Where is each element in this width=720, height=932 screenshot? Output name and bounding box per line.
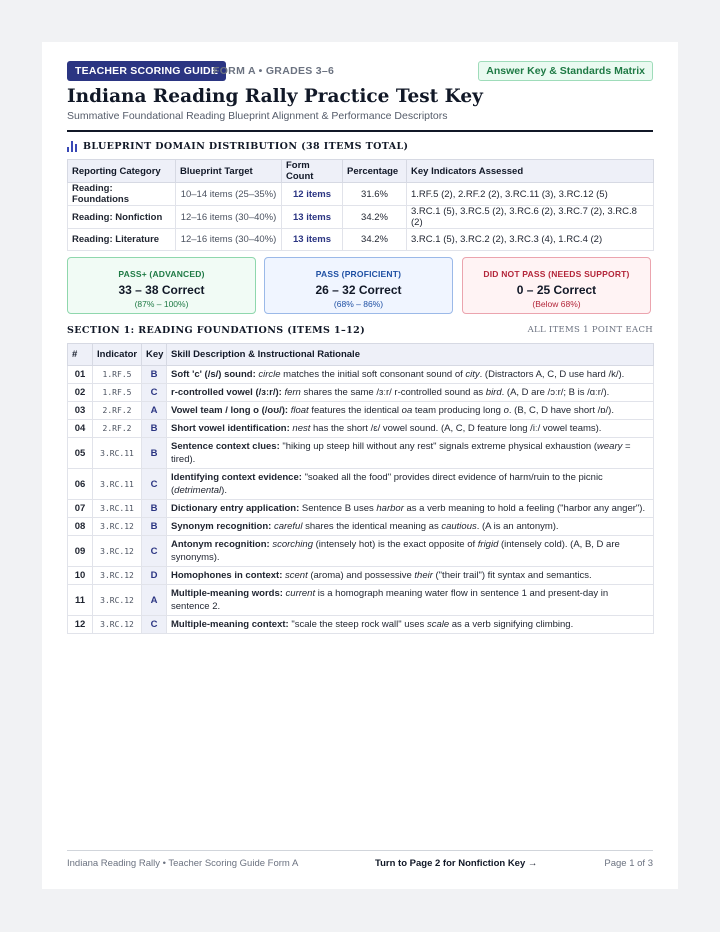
reporting-category-cell: Reading: Nonfiction <box>68 206 176 229</box>
indicator-code: 3.RC.12 <box>93 567 142 585</box>
item-row <box>68 536 654 567</box>
key-indicators-cell: 1.RF.5 (2), 2.RF.2 (2), 3.RC.11 (3), 3.RC.12 (5) <box>407 183 654 206</box>
description-segment: Multiple-meaning context: <box>171 619 292 630</box>
column-header: Indicator <box>93 344 142 366</box>
percentage-cell: 31.6% <box>343 183 407 206</box>
items-header-row <box>68 344 654 366</box>
description-segment: Homophones in context: <box>171 570 285 581</box>
item-number: 06 <box>68 469 93 500</box>
item-number: 09 <box>68 536 93 567</box>
bar-chart-icon <box>67 141 78 152</box>
percentage-cell: 34.2% <box>343 206 407 229</box>
indicator-code: 3.RC.12 <box>93 518 142 536</box>
description-segment: cautious <box>441 521 477 532</box>
blueprint-target-cell: 12–16 items (30–40%) <box>176 206 282 229</box>
advanced-card <box>67 257 256 314</box>
support-label: DID NOT PASS (NEEDS SUPPORT) <box>483 269 630 279</box>
description-segment: . (A is an antonym). <box>476 521 559 532</box>
skill-description <box>167 420 654 438</box>
support-percent: (Below 68%) <box>532 299 581 309</box>
description-segment: ). <box>221 485 227 496</box>
form-label: FORM A • GRADES 3–6 <box>213 65 335 77</box>
form-count-cell: 12 items <box>282 183 343 206</box>
footer-divider <box>67 850 653 851</box>
description-segment: harbor <box>376 503 404 514</box>
description-segment: shares the same /ɜːr/ r-controlled sound as <box>300 387 486 398</box>
column-header: # <box>68 344 93 366</box>
item-row <box>68 469 654 500</box>
description-segment: . (Distractors A, C, D use hard /k/). <box>479 369 625 380</box>
answer-key: B <box>142 438 167 469</box>
item-number: 05 <box>68 438 93 469</box>
column-header: Key Indicators Assessed <box>407 160 654 183</box>
answer-key-badge: Answer Key & Standards Matrix <box>478 61 653 81</box>
item-number: 01 <box>68 366 93 384</box>
next-page-link[interactable]: Turn to Page 2 for Nonfiction Key → <box>375 858 538 869</box>
skill-description <box>167 384 654 402</box>
item-row <box>68 438 654 469</box>
description-segment: careful <box>273 521 303 532</box>
percentage-cell: 34.2% <box>343 229 407 251</box>
blueprint-heading: BLUEPRINT DOMAIN DISTRIBUTION (38 ITEMS TOTAL) <box>83 141 409 152</box>
description-segment: r-controlled vowel (/ɜːr/): <box>171 387 285 398</box>
header-bar <box>67 61 653 81</box>
blueprint-table <box>67 159 654 251</box>
item-row <box>68 366 654 384</box>
description-segment: features the identical <box>308 405 402 416</box>
indicator-code: 3.RC.11 <box>93 500 142 518</box>
description-segment: o <box>503 405 509 416</box>
skill-description <box>167 366 654 384</box>
description-segment: (intensely hot) is the exact opposite of <box>313 539 478 550</box>
description-segment: nest <box>292 423 311 434</box>
description-segment: team producing long <box>412 405 504 416</box>
answer-key: C <box>142 384 167 402</box>
points-note: ALL ITEMS 1 POINT EACH <box>527 325 653 335</box>
description-segment: as a verb signifying climbing. <box>449 619 574 630</box>
description-segment: Dictionary entry application: <box>171 503 302 514</box>
description-segment: as a verb meaning to hold a feeling ("harbor any anger"). <box>403 503 646 514</box>
reporting-category-cell: Reading: Literature <box>68 229 176 251</box>
description-segment: circle <box>258 369 281 380</box>
items-table <box>67 343 654 634</box>
description-segment: (intensely cold). (A, B, D are synonyms). <box>171 539 620 563</box>
description-segment: current <box>285 588 316 599</box>
description-segment: Sentence context clues: <box>171 441 283 452</box>
support-range: 0 – 25 Correct <box>516 283 597 297</box>
blueprint-target-cell: 12–16 items (30–40%) <box>176 229 282 251</box>
item-number: 08 <box>68 518 93 536</box>
item-number: 11 <box>68 585 93 616</box>
item-row <box>68 500 654 518</box>
skill-description <box>167 567 654 585</box>
column-header: Key <box>142 344 167 366</box>
answer-key: A <box>142 585 167 616</box>
indicator-code: 2.RF.2 <box>93 402 142 420</box>
advanced-percent: (87% – 100%) <box>134 299 189 309</box>
proficient-range: 26 – 32 Correct <box>315 283 402 297</box>
item-number: 03 <box>68 402 93 420</box>
description-segment: Antonym recognition: <box>171 539 273 550</box>
advanced-label: PASS+ (ADVANCED) <box>118 269 205 279</box>
description-segment: Sentence B uses <box>301 503 377 514</box>
column-header: Percentage <box>343 160 407 183</box>
description-segment: detrimental <box>174 485 222 496</box>
item-row <box>68 518 654 536</box>
scoring-guide-page <box>42 42 678 889</box>
description-segment: is a homograph meaning water flow in sentence 1 and present-day in sentence 2. <box>171 588 609 612</box>
proficient-card <box>264 257 453 314</box>
column-header: Skill Description & Instructional Rationale <box>167 344 654 366</box>
indicator-code: 3.RC.12 <box>93 585 142 616</box>
skill-description <box>167 438 654 469</box>
indicator-code: 3.RC.11 <box>93 469 142 500</box>
description-segment: Synonym recognition: <box>171 521 274 532</box>
answer-key: B <box>142 518 167 536</box>
description-segment: Multiple-meaning words: <box>171 588 286 599</box>
needs-support-card <box>462 257 651 314</box>
indicator-code: 3.RC.12 <box>93 536 142 567</box>
proficient-percent: (68% – 86%) <box>333 299 384 309</box>
indicator-code: 2.RF.2 <box>93 420 142 438</box>
description-segment: bird <box>485 387 502 398</box>
column-header: Blueprint Target <box>176 160 282 183</box>
title-divider <box>67 130 653 132</box>
guide-badge: TEACHER SCORING GUIDE <box>67 61 226 81</box>
skill-description <box>167 616 654 634</box>
description-segment: Soft 'c' (/s/) sound: <box>171 369 259 380</box>
reporting-category-cell: Reading: Foundations <box>68 183 176 206</box>
item-number: 10 <box>68 567 93 585</box>
indicator-code: 3.RC.12 <box>93 616 142 634</box>
description-segment: scale <box>426 619 450 630</box>
description-segment: oa <box>401 405 413 416</box>
blueprint-target-cell: 10–14 items (25–35%) <box>176 183 282 206</box>
description-segment: ("their trail") fit syntax and semantics. <box>432 570 592 581</box>
item-number: 02 <box>68 384 93 402</box>
blueprint-row <box>68 229 654 251</box>
page-number: Page 1 of 3 <box>604 858 653 869</box>
description-segment: = tired). <box>171 441 631 465</box>
item-row <box>68 616 654 634</box>
answer-key: B <box>142 366 167 384</box>
column-header: Form Count <box>282 160 343 183</box>
indicator-code: 1.RF.5 <box>93 366 142 384</box>
description-segment: scent <box>285 570 308 581</box>
description-segment: float <box>290 405 309 416</box>
item-row <box>68 567 654 585</box>
skill-description <box>167 500 654 518</box>
item-number: 12 <box>68 616 93 634</box>
item-row <box>68 402 654 420</box>
description-segment: scorching <box>272 539 313 550</box>
blueprint-row <box>68 183 654 206</box>
description-segment: has the short /ɛ/ vowel sound. (A, C, D feature long /iː/ vowel teams). <box>310 423 602 434</box>
item-number: 04 <box>68 420 93 438</box>
indicator-code: 3.RC.11 <box>93 438 142 469</box>
blueprint-row <box>68 206 654 229</box>
column-header: Reporting Category <box>68 160 176 183</box>
description-segment: Short vowel identification: <box>171 423 293 434</box>
description-segment: fern <box>284 387 301 398</box>
key-indicators-cell: 3.RC.1 (5), 3.RC.2 (2), 3.RC.3 (4), 1.RC.4 (2) <box>407 229 654 251</box>
description-segment: "scale the steep rock wall" uses <box>291 619 427 630</box>
indicator-code: 1.RF.5 <box>93 384 142 402</box>
description-segment: city <box>465 369 480 380</box>
description-segment: their <box>414 570 433 581</box>
proficient-label: PASS (PROFICIENT) <box>315 269 402 279</box>
answer-key: C <box>142 469 167 500</box>
section1-heading: SECTION 1: READING FOUNDATIONS (ITEMS 1–12) <box>67 325 366 336</box>
footer-left: Indiana Reading Rally • Teacher Scoring Guide Form A <box>67 858 299 869</box>
item-row <box>68 384 654 402</box>
description-segment: Identifying context evidence: <box>171 472 305 483</box>
skill-description <box>167 585 654 616</box>
description-segment: Vowel team / long o (/oʊ/): <box>171 405 291 416</box>
skill-description <box>167 402 654 420</box>
skill-description <box>167 469 654 500</box>
skill-description <box>167 536 654 567</box>
item-row <box>68 420 654 438</box>
skill-description <box>167 518 654 536</box>
advanced-range: 33 – 38 Correct <box>118 283 205 297</box>
item-number: 07 <box>68 500 93 518</box>
item-row <box>68 585 654 616</box>
description-segment: shares the identical meaning as <box>302 521 442 532</box>
answer-key: C <box>142 616 167 634</box>
performance-levels <box>67 257 653 314</box>
page-subtitle: Summative Foundational Reading Blueprint Alignment & Performance Descriptors <box>67 110 448 122</box>
answer-key: C <box>142 536 167 567</box>
answer-key: B <box>142 420 167 438</box>
key-indicators-cell: 3.RC.1 (5), 3.RC.5 (2), 3.RC.6 (2), 3.RC.7 (2), 3.RC.8 (2) <box>407 206 654 229</box>
answer-key: B <box>142 500 167 518</box>
description-segment: . (A, D are /ɔːr/; B is /ɑːr/). <box>501 387 610 398</box>
description-segment: frigid <box>477 539 499 550</box>
description-segment: matches the initial soft consonant sound of <box>280 369 466 380</box>
description-segment: . (B, C, D have short /ɒ/). <box>508 405 614 416</box>
description-segment: weary <box>597 441 623 452</box>
description-segment: "soaked all the food" provides direct evidence of harm/ruin to the picnic ( <box>171 472 603 496</box>
form-count-cell: 13 items <box>282 206 343 229</box>
blueprint-header-row <box>68 160 654 183</box>
answer-key: D <box>142 567 167 585</box>
page-title: Indiana Reading Rally Practice Test Key <box>67 86 483 107</box>
description-segment: "hiking up steep hill without any rest" signals extreme physical exhaustion ( <box>282 441 598 452</box>
description-segment: (aroma) and possessive <box>307 570 415 581</box>
answer-key: A <box>142 402 167 420</box>
form-count-cell: 13 items <box>282 229 343 251</box>
